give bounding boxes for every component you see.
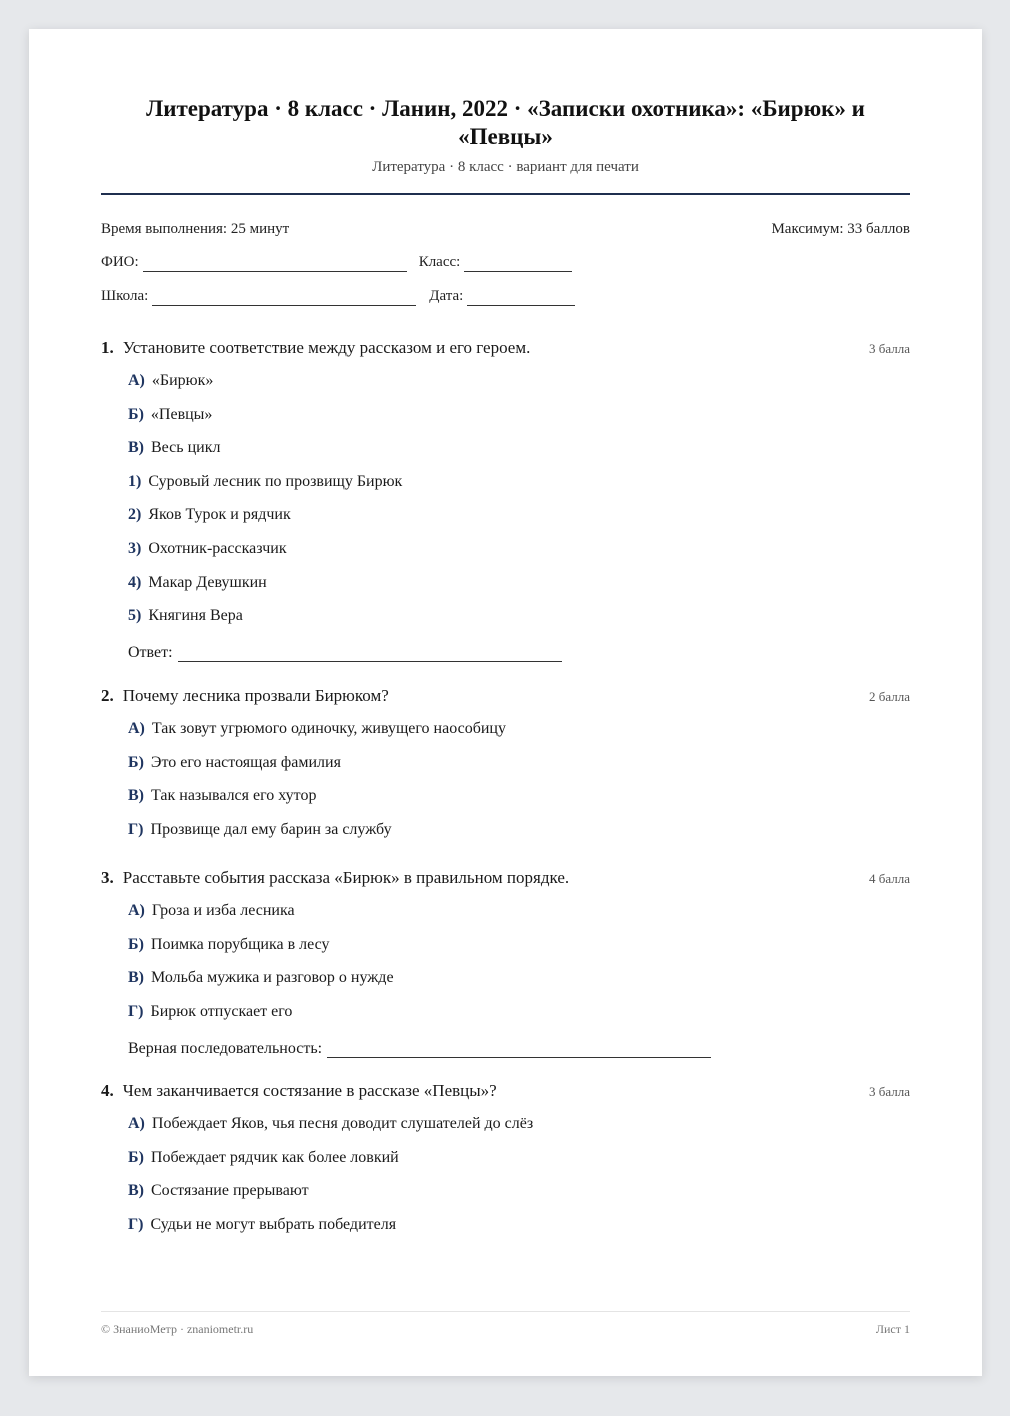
option-item[interactable] — [128, 1204, 910, 1238]
option-label: Г) — [128, 1002, 144, 1020]
option-item[interactable] — [128, 775, 910, 809]
school-label: Школа: — [101, 288, 149, 304]
option-text: Прозвище дал ему барин за службу — [150, 820, 392, 838]
question-1 — [101, 337, 910, 662]
option-list — [128, 360, 910, 662]
time-limit: Время выполнения: 25 минут — [101, 221, 290, 237]
answer-row — [128, 629, 910, 663]
option-item[interactable] — [128, 809, 910, 843]
question-number: 4. — [101, 1081, 114, 1100]
option-item[interactable] — [128, 708, 910, 742]
answer-row — [128, 1024, 910, 1058]
option-label: Г) — [128, 820, 144, 838]
option-label: В) — [128, 969, 144, 987]
date-label: Дата: — [429, 288, 464, 304]
option-label: А) — [128, 720, 145, 737]
date-field[interactable] — [467, 292, 575, 306]
meta-time-row — [101, 219, 910, 239]
option-text: Побеждает рядчик как более ловкий — [150, 1148, 399, 1166]
option-label: Б) — [128, 935, 144, 953]
option-item[interactable] — [128, 1103, 910, 1137]
answer-field[interactable] — [178, 648, 562, 662]
class-field[interactable] — [464, 258, 572, 272]
question-number: 3. — [101, 868, 114, 887]
question-text: Установите соответствие между рассказом и его героем. — [122, 338, 531, 357]
option-item[interactable] — [128, 1137, 910, 1171]
fio-label: ФИО: — [101, 254, 139, 270]
question-points: 3 балла — [869, 1084, 910, 1099]
option-label: 1) — [128, 472, 142, 490]
meta-school-row — [101, 286, 910, 306]
footer-copyright: © ЗнаниоМетр · znaniometr.ru — [101, 1322, 254, 1336]
option-item — [128, 427, 910, 461]
option-item — [128, 924, 910, 958]
option-text: Это его настоящая фамилия — [150, 753, 341, 771]
option-item — [128, 957, 910, 991]
option-text: «Бирюк» — [151, 372, 214, 389]
option-text: Так зовут угрюмого одиночку, живущего наособицу — [151, 720, 506, 737]
option-label: В) — [128, 439, 144, 457]
question-text: Чем заканчивается состязание в рассказе «Певцы»? — [122, 1081, 497, 1100]
option-text: Княгиня Вера — [148, 607, 243, 625]
option-label: Б) — [128, 1148, 144, 1166]
option-text: Бирюк отпускает его — [150, 1002, 293, 1020]
option-label: 2) — [128, 506, 142, 524]
page-title: Литература · 8 класс · Ланин, 2022 · «Записки охотника»: «Бирюк» и «Певцы» — [146, 96, 865, 149]
page-header — [101, 95, 910, 177]
question-points: 3 балла — [869, 341, 910, 356]
option-text: Поимка порубщика в лесу — [150, 935, 330, 953]
option-item — [128, 360, 910, 394]
option-item — [128, 595, 910, 629]
max-score: Максимум: 33 баллов — [771, 221, 910, 237]
option-label: Г) — [128, 1215, 144, 1233]
option-list — [128, 1103, 910, 1237]
footer-page-number: Лист 1 — [875, 1322, 910, 1336]
class-label: Класс: — [418, 254, 461, 270]
option-item — [128, 394, 910, 428]
option-label: В) — [128, 787, 144, 805]
footer-divider — [101, 1311, 910, 1312]
option-label: 3) — [128, 539, 142, 557]
answer-field[interactable] — [327, 1044, 711, 1058]
question-points: 2 балла — [869, 689, 910, 704]
option-label: Б) — [128, 405, 144, 423]
page-footer — [101, 1322, 910, 1337]
option-item — [128, 890, 910, 924]
option-list — [128, 890, 910, 1058]
option-text: Макар Девушкин — [148, 573, 267, 591]
answer-label: Ответ: — [128, 644, 173, 662]
question-4 — [101, 1080, 910, 1237]
option-item[interactable] — [128, 742, 910, 776]
option-text: «Певцы» — [150, 405, 213, 423]
answer-label: Верная последовательность: — [128, 1039, 323, 1057]
option-item — [128, 562, 910, 596]
option-item — [128, 494, 910, 528]
question-number: 1. — [101, 338, 114, 357]
option-label: А) — [128, 1115, 145, 1132]
option-text: Побеждает Яков, чья песня доводит слушателей до слёз — [151, 1115, 534, 1132]
option-label: А) — [128, 372, 145, 389]
option-item[interactable] — [128, 1170, 910, 1204]
page-subtitle: Литература · 8 класс · вариант для печати — [372, 159, 639, 175]
option-text: Мольба мужика и разговор о нужде — [151, 969, 394, 987]
option-item — [128, 461, 910, 495]
question-3 — [101, 867, 910, 1058]
question-2 — [101, 685, 910, 842]
option-label: 4) — [128, 573, 142, 591]
option-text: Весь цикл — [151, 439, 221, 457]
question-number: 2. — [101, 686, 114, 705]
option-text: Судьи не могут выбрать победителя — [150, 1215, 397, 1233]
option-text: Охотник-рассказчик — [148, 539, 287, 557]
option-label: А) — [128, 902, 145, 919]
question-text: Почему лесника прозвали Бирюком? — [122, 686, 389, 705]
question-text: Расставьте события рассказа «Бирюк» в правильном порядке. — [122, 868, 570, 887]
option-text: Так назывался его хутор — [151, 787, 317, 805]
meta-fio-row — [101, 252, 910, 272]
option-text: Гроза и изба лесника — [151, 902, 295, 919]
option-text: Суровый лесник по прозвищу Бирюк — [148, 472, 403, 490]
option-text: Яков Турок и рядчик — [148, 506, 291, 524]
worksheet-page — [29, 29, 982, 1376]
header-divider — [101, 193, 910, 195]
school-field[interactable] — [152, 292, 416, 306]
option-label: В) — [128, 1182, 144, 1200]
option-label: Б) — [128, 753, 144, 771]
option-label: 5) — [128, 607, 142, 625]
question-points: 4 балла — [869, 871, 910, 886]
fio-field[interactable] — [143, 258, 407, 272]
option-item — [128, 991, 910, 1025]
option-item — [128, 528, 910, 562]
option-text: Состязание прерывают — [151, 1182, 309, 1200]
option-list — [128, 708, 910, 842]
